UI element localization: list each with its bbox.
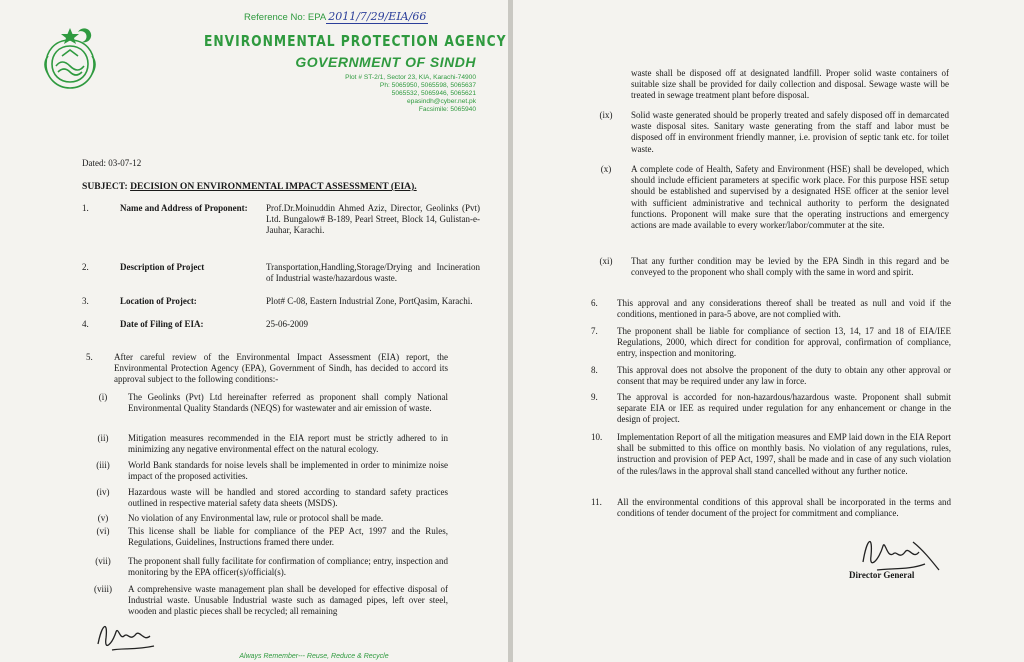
condition-number: (i) xyxy=(98,392,108,402)
document-page-2 xyxy=(513,0,1024,662)
contact-line: epasindh@cyber.net.pk xyxy=(406,97,476,105)
paragraph-number: 11. xyxy=(591,497,602,507)
paragraph-10: Implementation Report of all the mitigation measures and EMP laid down in the EIA Report shall be submitted to this office on monthly basis. No violation of any regulations, rules, instruction and provision of PEP Act, 1997, shall be made and in case of any such violation of the rules/laws in the approval shall stand cancelled without any further notice. xyxy=(617,432,951,476)
reference-handwritten: 2011/7/29/EIA/66 xyxy=(328,10,427,23)
letter-date: Dated: 03-07-12 xyxy=(82,158,142,168)
info-number: 1. xyxy=(82,203,89,213)
paragraph-number: 9. xyxy=(591,392,598,402)
paragraph-number: 7. xyxy=(591,326,598,336)
condition-number: (vii) xyxy=(95,556,111,566)
paragraph-number: 10. xyxy=(591,432,603,442)
contact-line: 5065532, 5065946, 5065621 xyxy=(391,89,476,97)
paragraph-9: The approval is accorded for non-hazardous/hazardous waste. Proponent shall submit separate EIA or IEE as required under regulation for any enhancement or change in the design of project. xyxy=(617,392,951,425)
paragraph-number: 8. xyxy=(591,365,598,375)
info-label: Description of Project xyxy=(120,262,205,272)
condition-number: (x) xyxy=(600,164,612,174)
reference-label: Reference No: EPA xyxy=(244,12,327,23)
condition-number: (ix) xyxy=(599,110,613,120)
info-number: 2. xyxy=(82,262,89,272)
condition-number: (iv) xyxy=(96,487,110,497)
subject-text: DECISION ON ENVIRONMENTAL IMPACT ASSESSMENT (EIA). xyxy=(130,181,417,192)
paragraph-5: After careful review of the Environmental Impact Assessment (EIA) report, the Environmental Protection Agency (EPA), Government of Sindh, has decided to accord its approval subject to the following conditions:- xyxy=(114,352,448,385)
condition-x: A complete code of Health, Safety and Environment (HSE) shall be developed, which should include efficient parameters at specific work place. For this purpose HSE setup should be established and supervised by a designated HSE officer at the senior level with sufficient administrative and technical authority to perform the designated functions. Proponent will make sure that the operating instructions and emergency actions are made available to every worker/labor/commuter at the site. xyxy=(631,164,949,231)
info-number: 4. xyxy=(82,319,89,329)
condition-vi: This license shall be liable for compliance of the PEP Act, 1997 and the Rules, Regulations, Guidelines, Instructions framed there under. xyxy=(128,526,448,548)
info-value: Plot# C-08, Eastern Industrial Zone, PortQasim, Karachi. xyxy=(266,296,473,306)
paragraph-number: 6. xyxy=(591,298,598,308)
paragraph-11: All the environmental conditions of this approval shall be incorporated in the terms and conditions of tender document of the project for commitment and compliance. xyxy=(617,497,951,519)
info-label: Date of Filing of EIA: xyxy=(120,319,204,329)
info-value: 25-06-2009 xyxy=(266,319,308,329)
condition-i: The Geolinks (Pvt) Ltd hereinafter referred as proponent shall comply National Environmental Quality Standards (NEQS) for wastewater and air emission of waste. xyxy=(128,392,448,414)
condition-viii: A comprehensive waste management plan shall be developed for effective disposal of Industrial waste. Unusable Industrial waste such as damaged pipes, left over steel, wooden and plastic pieces shall be recycled; all remaining xyxy=(128,584,448,617)
condition-iv: Hazardous waste will be handled and stored according to standard safety practices outlined in respective material safety data sheets (MSDS). xyxy=(128,487,448,509)
paragraph-number: 5. xyxy=(86,352,93,362)
subject-line xyxy=(82,181,417,192)
contact-line: Plot # ST-2/1, Sector 23, KIA, Karachi-74900 xyxy=(345,74,476,81)
condition-number: (v) xyxy=(97,513,109,523)
info-value: Prof.Dr.Moinuddin Ahmed Aziz, Director, Geolinks (Pvt) Ltd. Bungalow# B-189, Pearl Street, Block 14, Gulistan-e-Jauhar, Karachi. xyxy=(266,203,480,235)
info-label: Location of Project: xyxy=(120,296,197,306)
condition-viii-continuation: waste shall be disposed off at designated landfill. Proper solid waste containers of suitable size shall be provided for daily collection and disposal. Sewage waste will be treated in sewage treatment plant before disposal. xyxy=(631,68,949,101)
condition-number: (vi) xyxy=(96,526,110,536)
contact-block xyxy=(345,74,476,114)
reference-number xyxy=(244,10,428,23)
info-label: Name and Address of Proponent: xyxy=(120,203,248,213)
condition-number: (ii) xyxy=(97,433,109,443)
condition-ii: Mitigation measures recommended in the EIA report must be strictly adhered to in minimizing any negative environmental effect on the natural ecology. xyxy=(128,433,448,455)
paragraph-7: The proponent shall be liable for compliance of section 13, 14, 17 and 18 of EIA/IEE Regulations, 2000, which direct for condition for approval, confirmation of compliance, entry, inspection and monitoring. xyxy=(617,326,951,359)
contact-line: Ph: 5065950, 5065598, 5065637 xyxy=(379,81,476,89)
info-number: 3. xyxy=(82,296,89,306)
paragraph-8: This approval does not absolve the proponent of the duty to obtain any other approval or consent that may be required under any law in force. xyxy=(617,365,951,387)
condition-xi: That any further condition may be levied by the EPA Sindh in this regard and be conveyed to the proponent who shall comply with the same in word and spirit. xyxy=(631,256,949,278)
government-name: GOVERNMENT OF SINDH xyxy=(295,54,476,70)
condition-number: (viii) xyxy=(94,584,112,594)
paragraph-6: This approval and any considerations thereof shall be treated as null and void if the conditions, mentioned in para-5 above, are not complied with. xyxy=(617,298,951,320)
footer-slogan: Always Remember--- Reuse, Reduce & Recycle xyxy=(239,653,389,660)
condition-iii: World Bank standards for noise levels shall be implemented in order to minimize noise impact of the proposed activities. xyxy=(128,460,448,482)
condition-ix: Solid waste generated should be properly treated and safely disposed off in demarcated waste disposal sites. Sanitary waste generating from the staff and labor must be disposed off in environment friendly manner, i.e. provision of septic tank etc. for toilet waste. xyxy=(631,110,949,154)
agency-name: ENVIRONMENTAL PROTECTION AGENCY xyxy=(204,32,507,50)
condition-v: No violation of any Environmental law, rule or protocol shall be made. xyxy=(128,513,384,523)
info-value: Transportation,Handling,Storage/Drying and Incineration of Industrial waste/hazardous waste. xyxy=(266,262,480,283)
condition-number: (xi) xyxy=(599,256,613,266)
subject-label: SUBJECT: xyxy=(82,181,128,192)
document-page-1 xyxy=(0,0,508,662)
contact-line: Facsimile: 5065940 xyxy=(418,105,476,113)
signature-icon xyxy=(92,614,162,658)
condition-vii: The proponent shall fully facilitate for confirmation of compliance; entry, inspection and monitoring by the EPA officer(s)/official(s). xyxy=(128,556,448,578)
condition-number: (iii) xyxy=(96,460,110,470)
signatory-title: Director General xyxy=(849,570,915,580)
